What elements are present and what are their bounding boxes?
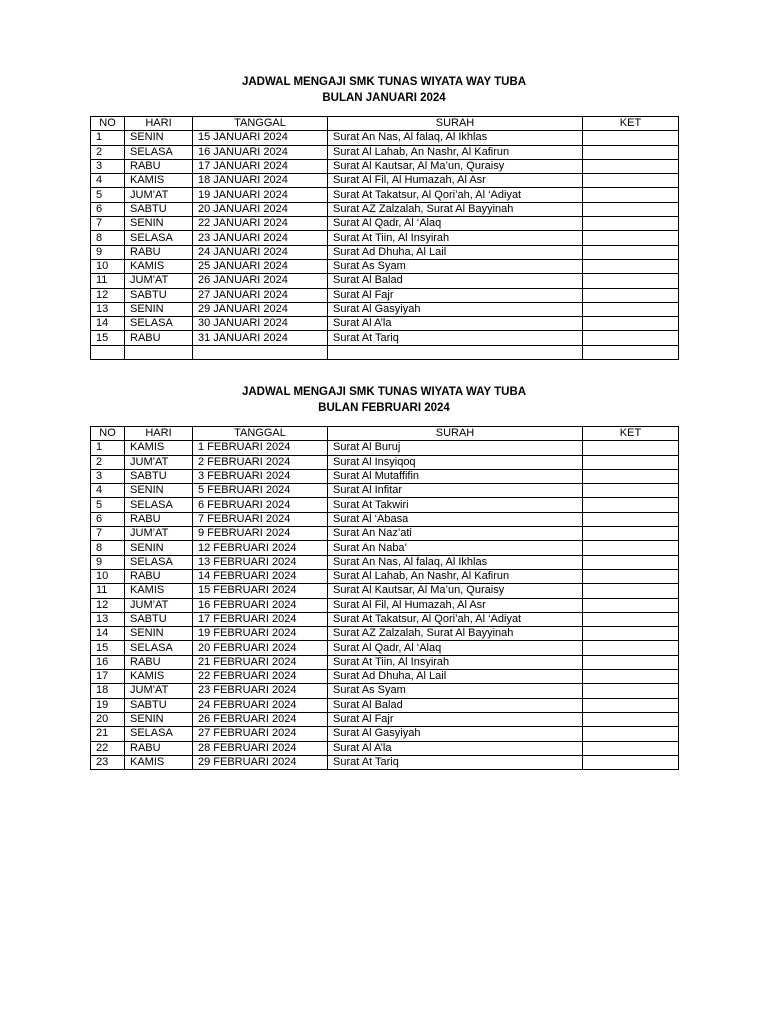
cell-ket (583, 345, 679, 359)
cell-hari: KAMIS (125, 670, 193, 684)
cell-tanggal: 17 JANUARI 2024 (193, 159, 328, 173)
cell-ket (583, 598, 679, 612)
cell-hari: SABTU (125, 202, 193, 216)
cell-tanggal: 12 FEBRUARI 2024 (193, 541, 328, 555)
cell-ket (583, 655, 679, 669)
cell-ket (583, 527, 679, 541)
cell-ket (583, 455, 679, 469)
cell-surah: Surat Al Infitar (328, 484, 583, 498)
cell-no: 11 (91, 274, 125, 288)
cell-ket (583, 469, 679, 483)
cell-surah: Surat Al A’la (328, 317, 583, 331)
cell-surah: Surat Al Lahab, An Nashr, Al Kafirun (328, 569, 583, 583)
header-no: NO (91, 427, 125, 441)
cell-hari: SENIN (125, 484, 193, 498)
january-table-body (91, 131, 679, 360)
table-row (91, 684, 679, 698)
cell-tanggal (193, 345, 328, 359)
cell-surah (328, 345, 583, 359)
cell-no: 8 (91, 541, 125, 555)
cell-tanggal: 20 FEBRUARI 2024 (193, 641, 328, 655)
cell-no: 8 (91, 231, 125, 245)
cell-no: 15 (91, 331, 125, 345)
cell-tanggal: 19 FEBRUARI 2024 (193, 627, 328, 641)
cell-no: 4 (91, 174, 125, 188)
cell-ket (583, 670, 679, 684)
table-row (91, 288, 679, 302)
cell-hari: SELASA (125, 145, 193, 159)
cell-no: 15 (91, 641, 125, 655)
table-row (91, 612, 679, 626)
cell-ket (583, 584, 679, 598)
table-row (91, 712, 679, 726)
cell-ket (583, 245, 679, 259)
cell-ket (583, 741, 679, 755)
table-row (91, 598, 679, 612)
january-title: JADWAL MENGAJI SMK TUNAS WIYATA WAY TUBA (241, 76, 527, 88)
cell-no (91, 345, 125, 359)
cell-hari: KAMIS (125, 755, 193, 769)
cell-surah: Surat An Naz’ati (328, 527, 583, 541)
table-row (91, 245, 679, 259)
cell-surah: Surat Ad Dhuha, Al Lail (328, 245, 583, 259)
february-table-body (91, 441, 679, 770)
table-row (91, 455, 679, 469)
cell-surah: Surat Al Kautsar, Al Ma’un, Quraisy (328, 159, 583, 173)
cell-hari: SABTU (125, 612, 193, 626)
cell-no: 2 (91, 455, 125, 469)
cell-ket (583, 541, 679, 555)
header-no: NO (91, 117, 125, 131)
cell-ket (583, 131, 679, 145)
cell-no: 14 (91, 627, 125, 641)
cell-tanggal: 19 JANUARI 2024 (193, 188, 328, 202)
cell-surah: Surat Al ‘Abasa (328, 512, 583, 526)
cell-no: 7 (91, 217, 125, 231)
cell-tanggal: 14 FEBRUARI 2024 (193, 569, 328, 583)
cell-ket (583, 484, 679, 498)
cell-tanggal: 24 FEBRUARI 2024 (193, 698, 328, 712)
cell-surah: Surat Al Fajr (328, 288, 583, 302)
table-header-row (91, 117, 679, 131)
cell-surah: Surat Al Qadr, Al ‘Alaq (328, 641, 583, 655)
header-surah: SURAH (328, 117, 583, 131)
cell-surah: Surat At Tiin, Al Insyirah (328, 655, 583, 669)
cell-no: 13 (91, 302, 125, 316)
cell-surah: Surat Al Mutaffifin (328, 469, 583, 483)
cell-no: 22 (91, 741, 125, 755)
cell-ket (583, 317, 679, 331)
february-title: JADWAL MENGAJI SMK TUNAS WIYATA WAY TUBA (241, 386, 527, 398)
cell-surah: Surat As Syam (328, 684, 583, 698)
table-row (91, 174, 679, 188)
february-table (90, 426, 679, 770)
cell-tanggal: 22 FEBRUARI 2024 (193, 670, 328, 684)
cell-tanggal: 3 FEBRUARI 2024 (193, 469, 328, 483)
cell-hari (125, 345, 193, 359)
cell-surah: Surat An Nas, Al falaq, Al Ikhlas (328, 131, 583, 145)
cell-hari: RABU (125, 512, 193, 526)
cell-no: 3 (91, 159, 125, 173)
header-hari: HARI (125, 427, 193, 441)
cell-tanggal: 29 JANUARI 2024 (193, 302, 328, 316)
cell-hari: JUM’AT (125, 684, 193, 698)
cell-no: 12 (91, 288, 125, 302)
cell-ket (583, 202, 679, 216)
cell-surah: Surat Al Kautsar, Al Ma’un, Quraisy (328, 584, 583, 598)
cell-tanggal: 26 FEBRUARI 2024 (193, 712, 328, 726)
cell-no: 5 (91, 498, 125, 512)
february-subtitle: BULAN FEBRUARI 2024 (318, 402, 450, 414)
cell-tanggal: 2 FEBRUARI 2024 (193, 455, 328, 469)
cell-ket (583, 712, 679, 726)
cell-ket (583, 512, 679, 526)
table-row (91, 302, 679, 316)
cell-surah: Surat At Takwiri (328, 498, 583, 512)
cell-surah: Surat Al Insyiqoq (328, 455, 583, 469)
cell-surah: Surat Al Buruj (328, 441, 583, 455)
cell-tanggal: 23 FEBRUARI 2024 (193, 684, 328, 698)
table-row (91, 131, 679, 145)
table-row (91, 469, 679, 483)
table-row (91, 317, 679, 331)
cell-no: 6 (91, 202, 125, 216)
cell-tanggal: 15 FEBRUARI 2024 (193, 584, 328, 598)
cell-ket (583, 145, 679, 159)
cell-ket (583, 188, 679, 202)
cell-hari: JUM’AT (125, 274, 193, 288)
table-row (91, 345, 679, 359)
cell-hari: SELASA (125, 727, 193, 741)
cell-surah: Surat AZ Zalzalah, Surat Al Bayyinah (328, 202, 583, 216)
cell-surah: Surat AZ Zalzalah, Surat Al Bayyinah (328, 627, 583, 641)
cell-no: 12 (91, 598, 125, 612)
cell-tanggal: 27 JANUARI 2024 (193, 288, 328, 302)
cell-tanggal: 17 FEBRUARI 2024 (193, 612, 328, 626)
cell-tanggal: 16 FEBRUARI 2024 (193, 598, 328, 612)
cell-surah: Surat As Syam (328, 259, 583, 273)
cell-surah: Surat Al Fil, Al Humazah, Al Asr (328, 598, 583, 612)
cell-surah: Surat Ad Dhuha, Al Lail (328, 670, 583, 684)
cell-tanggal: 5 FEBRUARI 2024 (193, 484, 328, 498)
table-row (91, 627, 679, 641)
table-row (91, 741, 679, 755)
header-surah: SURAH (328, 427, 583, 441)
cell-hari: KAMIS (125, 259, 193, 273)
cell-tanggal: 16 JANUARI 2024 (193, 145, 328, 159)
cell-tanggal: 30 JANUARI 2024 (193, 317, 328, 331)
cell-ket (583, 727, 679, 741)
cell-no: 11 (91, 584, 125, 598)
cell-no: 9 (91, 245, 125, 259)
cell-hari: JUM’AT (125, 188, 193, 202)
cell-hari: SELASA (125, 317, 193, 331)
cell-surah: Surat An Naba’ (328, 541, 583, 555)
cell-tanggal: 24 JANUARI 2024 (193, 245, 328, 259)
table-row (91, 584, 679, 598)
cell-hari: KAMIS (125, 441, 193, 455)
cell-ket (583, 698, 679, 712)
cell-ket (583, 217, 679, 231)
cell-no: 21 (91, 727, 125, 741)
table-row (91, 527, 679, 541)
cell-hari: SELASA (125, 555, 193, 569)
cell-tanggal: 29 FEBRUARI 2024 (193, 755, 328, 769)
cell-ket (583, 641, 679, 655)
cell-hari: KAMIS (125, 174, 193, 188)
cell-hari: SABTU (125, 469, 193, 483)
cell-no: 1 (91, 131, 125, 145)
cell-hari: SENIN (125, 541, 193, 555)
cell-tanggal: 18 JANUARI 2024 (193, 174, 328, 188)
cell-surah: Surat Al Balad (328, 274, 583, 288)
header-ket: KET (583, 427, 679, 441)
cell-hari: RABU (125, 159, 193, 173)
cell-ket (583, 684, 679, 698)
cell-surah: Surat Al Gasyiyah (328, 302, 583, 316)
header-hari: HARI (125, 117, 193, 131)
cell-tanggal: 27 FEBRUARI 2024 (193, 727, 328, 741)
cell-no: 14 (91, 317, 125, 331)
cell-ket (583, 174, 679, 188)
cell-no: 9 (91, 555, 125, 569)
cell-hari: SENIN (125, 627, 193, 641)
cell-ket (583, 441, 679, 455)
cell-hari: SELASA (125, 231, 193, 245)
cell-ket (583, 569, 679, 583)
table-row (91, 484, 679, 498)
table-row (91, 541, 679, 555)
cell-surah: Surat Al Balad (328, 698, 583, 712)
cell-hari: SELASA (125, 498, 193, 512)
cell-ket (583, 612, 679, 626)
cell-ket (583, 159, 679, 173)
cell-hari: RABU (125, 569, 193, 583)
cell-tanggal: 15 JANUARI 2024 (193, 131, 328, 145)
cell-surah: Surat An Nas, Al falaq, Al Ikhlas (328, 555, 583, 569)
cell-surah: Surat Al A’la (328, 741, 583, 755)
cell-no: 3 (91, 469, 125, 483)
cell-surah: Surat Al Gasyiyah (328, 727, 583, 741)
cell-hari: SABTU (125, 698, 193, 712)
cell-no: 17 (91, 670, 125, 684)
january-title-block (90, 74, 678, 106)
cell-ket (583, 231, 679, 245)
table-row (91, 231, 679, 245)
cell-ket (583, 555, 679, 569)
cell-tanggal: 20 JANUARI 2024 (193, 202, 328, 216)
cell-tanggal: 26 JANUARI 2024 (193, 274, 328, 288)
cell-ket (583, 302, 679, 316)
table-row (91, 498, 679, 512)
cell-surah: Surat At Takatsur, Al Qori’ah, Al ‘Adiyat (328, 612, 583, 626)
cell-surah: Surat Al Fajr (328, 712, 583, 726)
cell-hari: SABTU (125, 288, 193, 302)
cell-no: 6 (91, 512, 125, 526)
february-schedule (90, 384, 678, 770)
january-schedule (90, 74, 678, 360)
cell-hari: SENIN (125, 712, 193, 726)
table-row (91, 698, 679, 712)
cell-no: 18 (91, 684, 125, 698)
cell-no: 1 (91, 441, 125, 455)
cell-no: 2 (91, 145, 125, 159)
table-row (91, 555, 679, 569)
cell-hari: SENIN (125, 131, 193, 145)
table-row (91, 727, 679, 741)
table-row (91, 512, 679, 526)
cell-surah: Surat At Tariq (328, 755, 583, 769)
cell-ket (583, 498, 679, 512)
table-row (91, 274, 679, 288)
table-row (91, 655, 679, 669)
header-tanggal: TANGGAL (193, 427, 328, 441)
cell-hari: RABU (125, 741, 193, 755)
cell-no: 16 (91, 655, 125, 669)
cell-hari: RABU (125, 655, 193, 669)
table-row (91, 641, 679, 655)
cell-ket (583, 259, 679, 273)
cell-no: 19 (91, 698, 125, 712)
table-row (91, 259, 679, 273)
cell-surah: Surat At Takatsur, Al Qori’ah, Al ‘Adiyat (328, 188, 583, 202)
table-row (91, 670, 679, 684)
table-row (91, 441, 679, 455)
cell-no: 4 (91, 484, 125, 498)
cell-tanggal: 28 FEBRUARI 2024 (193, 741, 328, 755)
table-header-row (91, 427, 679, 441)
cell-tanggal: 6 FEBRUARI 2024 (193, 498, 328, 512)
cell-hari: SENIN (125, 302, 193, 316)
cell-hari: SENIN (125, 217, 193, 231)
cell-tanggal: 25 JANUARI 2024 (193, 259, 328, 273)
cell-surah: Surat At Tiin, Al Insyirah (328, 231, 583, 245)
cell-no: 20 (91, 712, 125, 726)
cell-surah: Surat Al Qadr, Al ‘Alaq (328, 217, 583, 231)
cell-tanggal: 23 JANUARI 2024 (193, 231, 328, 245)
cell-no: 13 (91, 612, 125, 626)
table-row (91, 569, 679, 583)
cell-no: 5 (91, 188, 125, 202)
february-title-block (90, 384, 678, 416)
cell-ket (583, 331, 679, 345)
cell-ket (583, 627, 679, 641)
cell-surah: Surat Al Fil, Al Humazah, Al Asr (328, 174, 583, 188)
cell-no: 7 (91, 527, 125, 541)
cell-hari: SELASA (125, 641, 193, 655)
table-row (91, 202, 679, 216)
cell-no: 23 (91, 755, 125, 769)
cell-tanggal: 1 FEBRUARI 2024 (193, 441, 328, 455)
header-ket: KET (583, 117, 679, 131)
table-row (91, 217, 679, 231)
table-row (91, 188, 679, 202)
table-row (91, 145, 679, 159)
cell-surah: Surat At Tariq (328, 331, 583, 345)
cell-hari: JUM’AT (125, 455, 193, 469)
cell-tanggal: 31 JANUARI 2024 (193, 331, 328, 345)
cell-hari: KAMIS (125, 584, 193, 598)
table-row (91, 755, 679, 769)
header-tanggal: TANGGAL (193, 117, 328, 131)
cell-ket (583, 274, 679, 288)
cell-tanggal: 7 FEBRUARI 2024 (193, 512, 328, 526)
cell-tanggal: 22 JANUARI 2024 (193, 217, 328, 231)
cell-ket (583, 755, 679, 769)
january-subtitle: BULAN JANUARI 2024 (322, 92, 446, 104)
cell-ket (583, 288, 679, 302)
january-table (90, 116, 679, 360)
cell-hari: RABU (125, 245, 193, 259)
cell-tanggal: 13 FEBRUARI 2024 (193, 555, 328, 569)
cell-hari: RABU (125, 331, 193, 345)
cell-no: 10 (91, 259, 125, 273)
cell-tanggal: 9 FEBRUARI 2024 (193, 527, 328, 541)
cell-surah: Surat Al Lahab, An Nashr, Al Kafirun (328, 145, 583, 159)
cell-no: 10 (91, 569, 125, 583)
cell-hari: JUM’AT (125, 598, 193, 612)
cell-hari: JUM’AT (125, 527, 193, 541)
table-row (91, 331, 679, 345)
cell-tanggal: 21 FEBRUARI 2024 (193, 655, 328, 669)
table-row (91, 159, 679, 173)
